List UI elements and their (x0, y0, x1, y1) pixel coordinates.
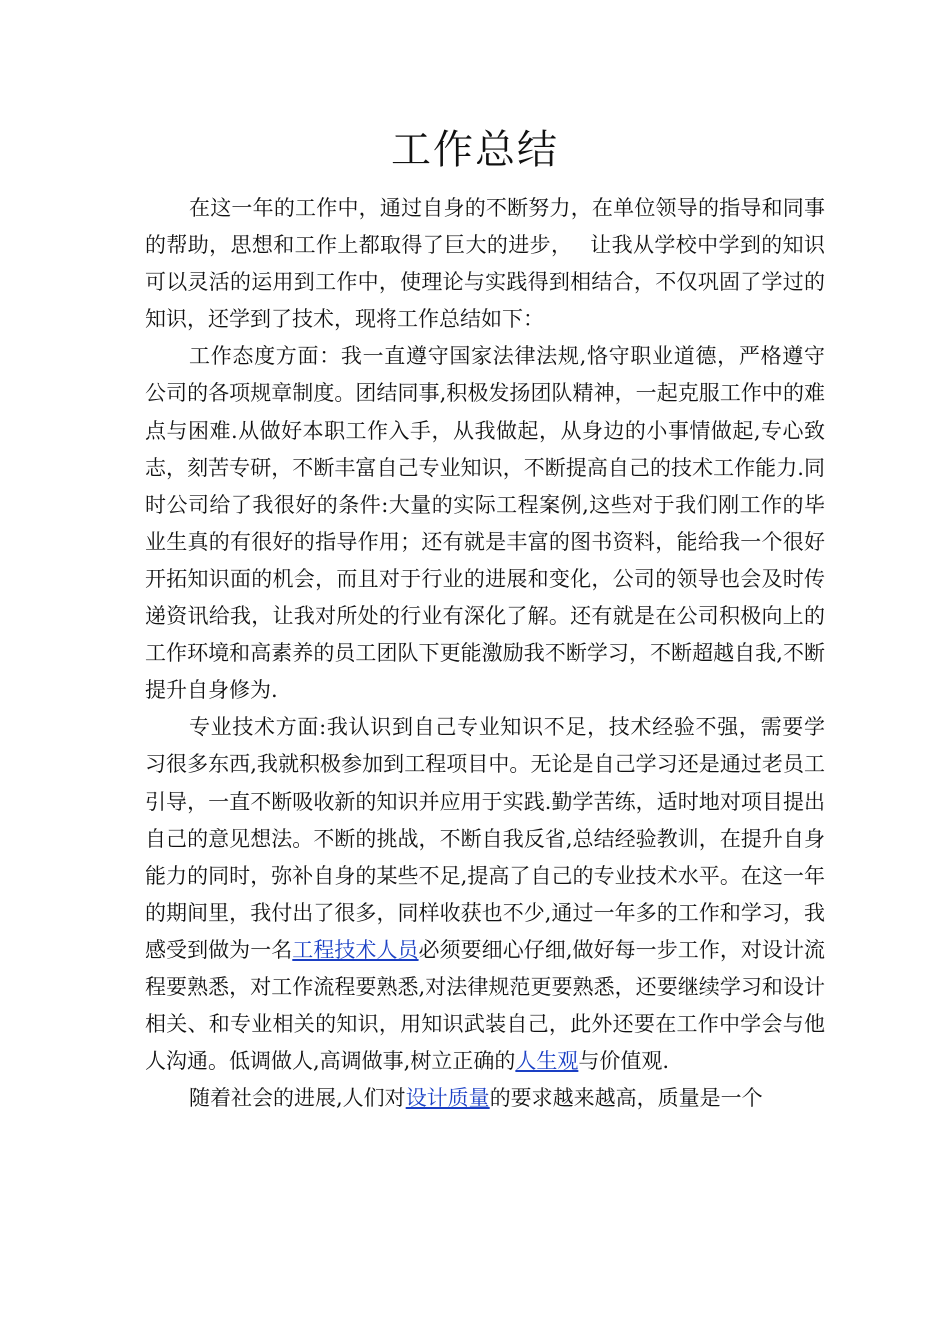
paragraph (145, 338, 825, 709)
paragraph (145, 709, 825, 1080)
paragraph-text: 与价值观. (578, 1049, 670, 1074)
hyperlink[interactable]: 人生观 (515, 1049, 579, 1074)
hyperlink[interactable]: 设计质量 (405, 1086, 490, 1111)
paragraph (145, 190, 825, 338)
document-body (145, 190, 825, 1117)
paragraph (145, 1080, 825, 1117)
document-title: 工作总结 (391, 127, 559, 173)
paragraph-text: 的要求越来越高，质量是一个 (489, 1086, 763, 1111)
hyperlink[interactable]: 工程技术人员 (292, 937, 419, 962)
paragraph-text: 随着社会的进展,人们对 (189, 1086, 406, 1111)
paragraph-text: 必须要细心仔细,做好每一步工作，对设计流程要熟悉，对工作流程要熟悉,对法律规范更要熟悉，还要继续学习和设计相关、和专业相关的知识，用知识武装自己，此外还要在工作中学会与他人沟通。低调做人,高调做事,树立正确的 (145, 937, 825, 1074)
paragraph-text: 工作态度方面：我一直遵守国家法律法规,恪守职业道德，严格遵守公司的各项规章制度。团结同事,积极发扬团队精神，一起克服工作中的难点与困难.从做好本职工作入手，从我做起，从身边的小事情做起,专心致志，刻苦专研，不断丰富自己专业知识，不断提高自己的技术工作能力.同时公司给了我很好的条件:大量的实际工程案例,这些对于我们刚工作的毕业生真的有很好的指导作用；还有就是丰富的图书资料，能给我一个很好开拓知识面的机会，而且对于行业的进展和变化，公司的领导也会及时传递资讯给我，让我对所处的行业有深化了解。还有就是在公司积极向上的工作环境和高素养的员工团队下更能激励我不断学习，不断超越自我,不断提升自身修为. (145, 344, 825, 703)
paragraph-text: 在这一年的工作中，通过自身的不断努力，在单位领导的指导和同事的帮助，思想和工作上都取得了巨大的进步， 让我从学校中学到的知识可以灵活的运用到工作中，使理论与实践得到相结合，不仅巩固了学过的知识，还学到了技术，现将工作总结如下： (145, 196, 825, 332)
paragraph-text: 专业技术方面:我认识到自己专业知识不足，技术经验不强，需要学习很多东西,我就积极参加到工程项目中。无论是自己学习还是通过老员工引导，一直不断吸收新的知识并应用于实践.勤学苦练，适时地对项目提出自己的意见想法。不断的挑战，不断自我反省,总结经验教训，在提升自身能力的同时，弥补自身的某些不足,提高了自己的专业技术水平。在这一年的期间里，我付出了很多，同样收获也不少,通过一年多的工作和学习，我感受到做为一名 (145, 715, 825, 962)
